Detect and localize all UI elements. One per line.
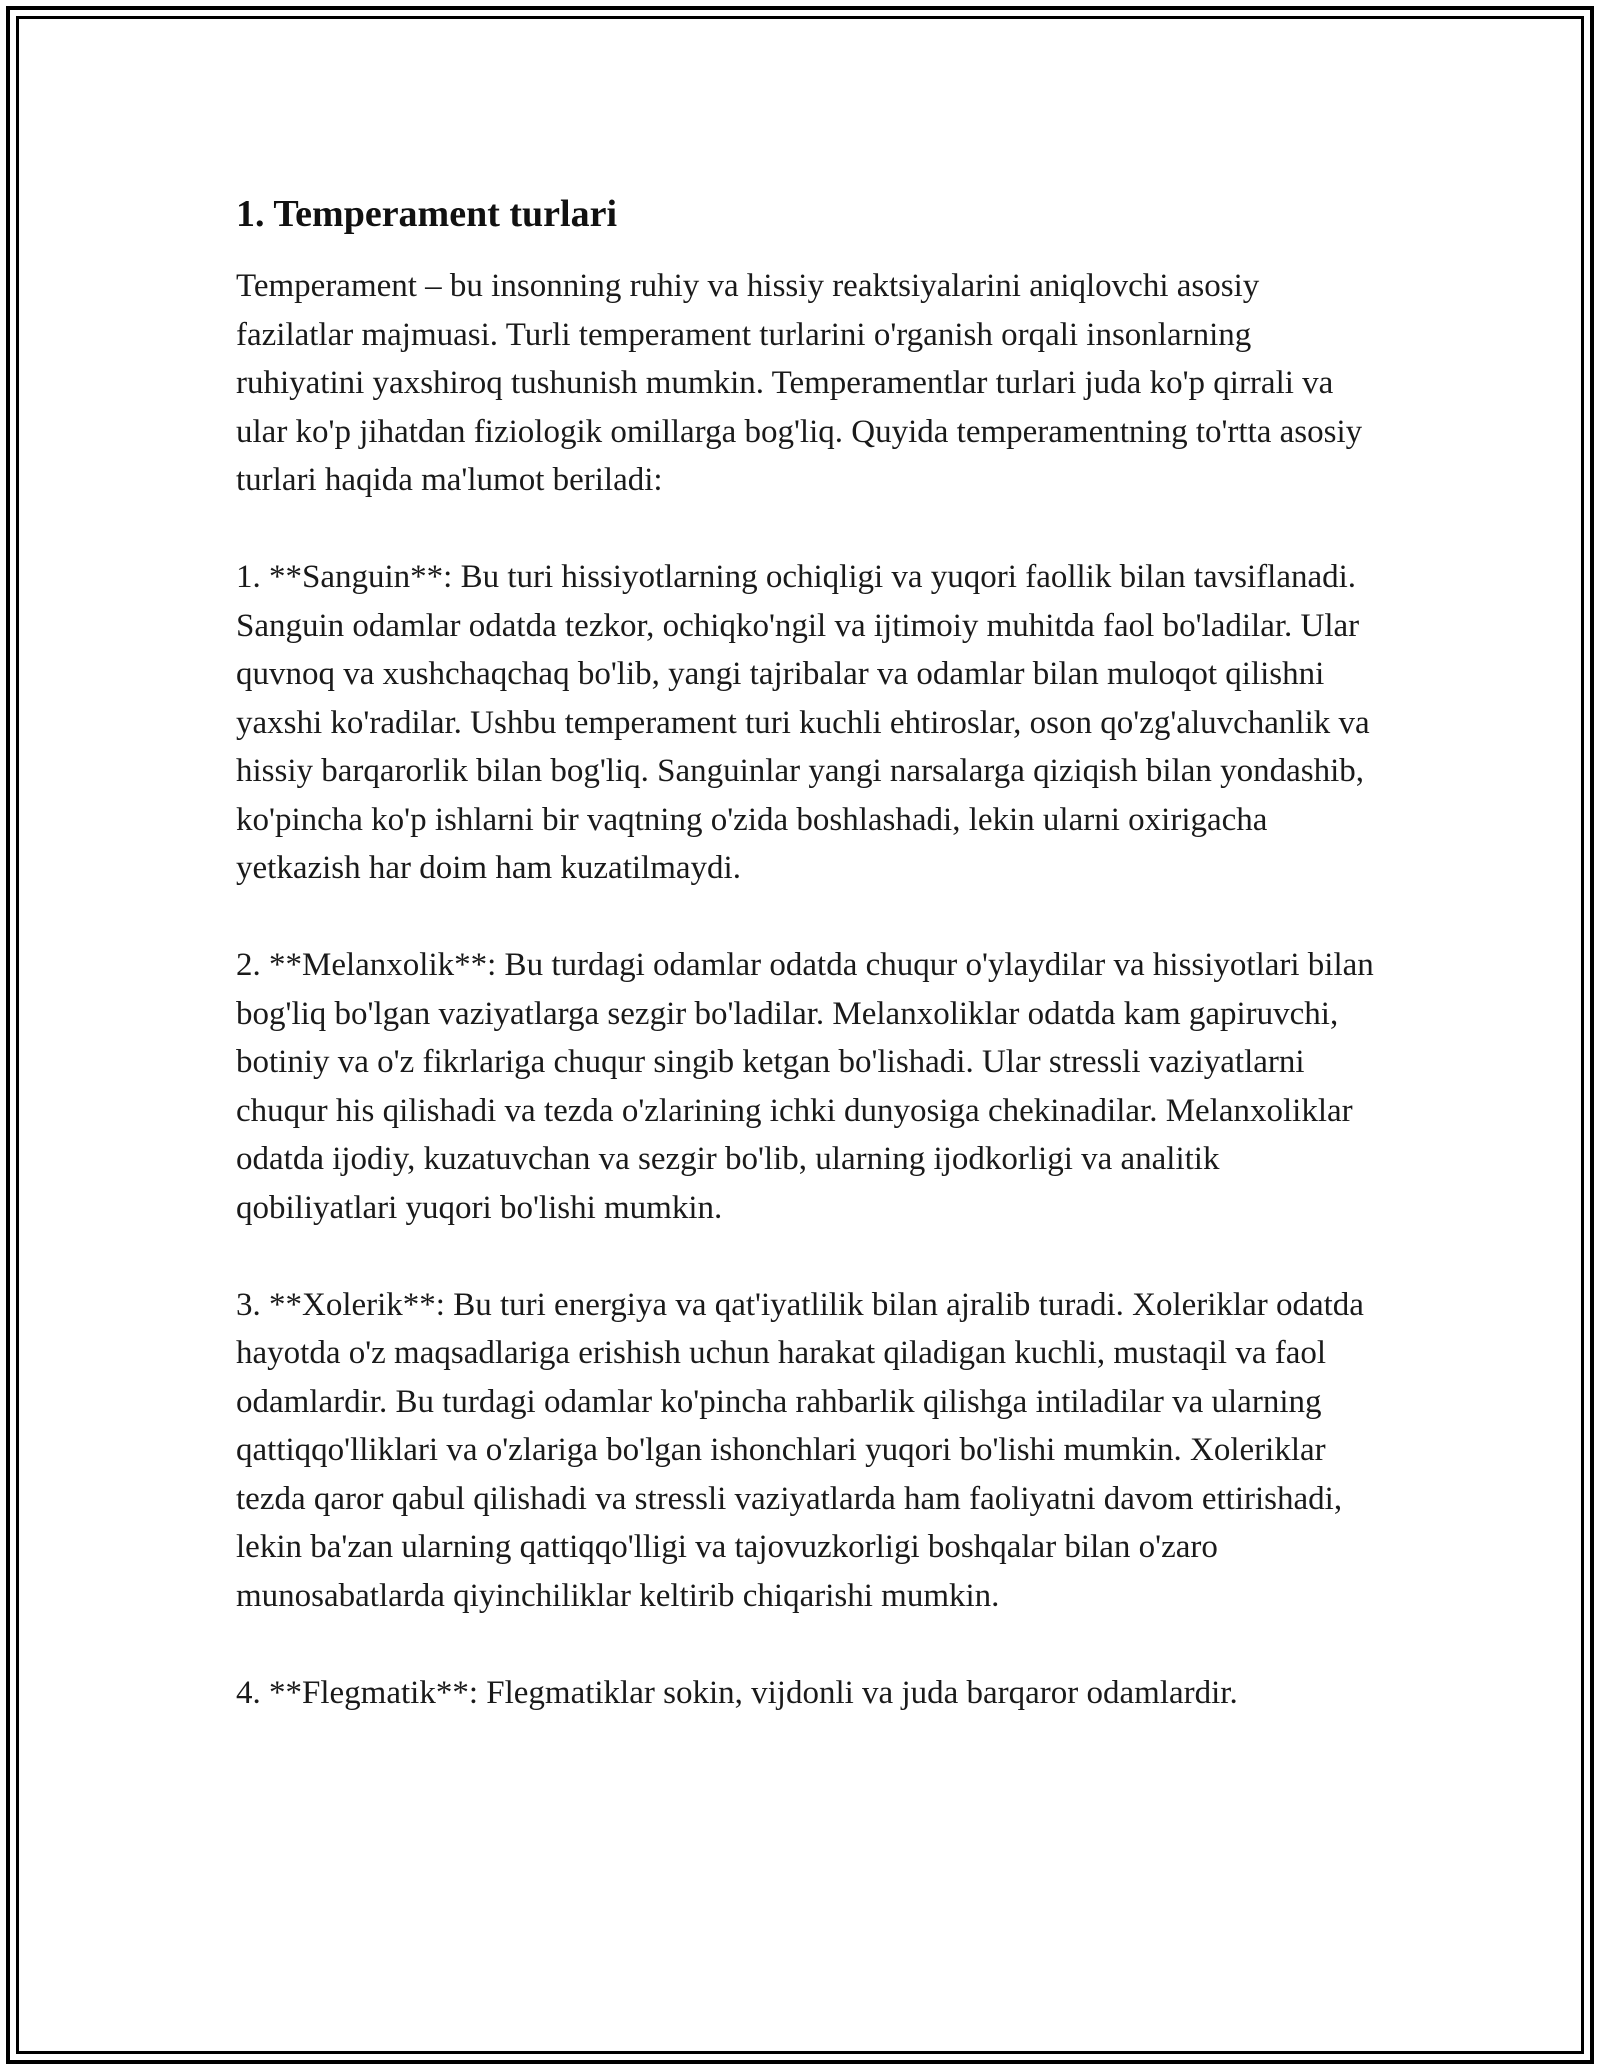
document-body (236, 186, 1376, 1717)
xolerik-paragraph: 3. **Xolerik**: Bu turi energiya va qat'iyatlilik bilan ajralib turadi. Xoleriklar odatda hayotda o'z maqsadlariga erishish uchun harakat qiladigan kuchli, mustaqil va faol odamlardir. Bu turdagi odamlar ko'pincha rahbarlik qilishga intiladilar va ularning qattiqqo'lliklari va o'zlariga bo'lgan ishonchlari yuqori bo'lishi mumkin. Xoleriklar tezda qaror qabul qilishadi va stressli vaziyatlarda ham faoliyatni davom ettirishadi, lekin ba'zan ularning qattiqqo'lligi va tajovuzkorligi boshqalar bilan o'zaro munosabatlarda qiyinchiliklar keltirib chiqarishi mumkin. (236, 1286, 1364, 1614)
sanguin-paragraph: 1. **Sanguin**: Bu turi hissiyotlarning ochiqligi va yuqori faollik bilan tavsiflanadi. Sanguin odamlar odatda tezkor, ochiqko'ngil va ijtimoiy muhitda faol bo'ladilar. Ular quvnoq va xushchaqchaq bo'lib, yangi tajribalar va odamlar bilan muloqot qilishni yaxshi ko'radilar. Ushbu temperament turi kuchli ehtiroslar, oson qo'zg'aluvchanlik va hissiy barqarorlik bilan bog'liq. Sanguinlar yangi narsalarga qiziqish bilan yondashib, ko'pincha ko'p ishlarni bir vaqtning o'zida boshlashadi, lekin ularni oxirigacha yetkazish har doim ham kuzatilmaydi. (236, 559, 1370, 886)
flegmatik-paragraph: 4. **Flegmatik**: Flegmatiklar sokin, vijdonli va juda barqaror odamlardir. (236, 1674, 1238, 1711)
melanxolik-paragraph: 2. **Melanxolik**: Bu turdagi odamlar odatda chuqur o'ylaydilar va hissiyotlari bilan bog'liq bo'lgan vaziyatlarga sezgir bo'ladilar. Melanxoliklar odatda kam gapiruvchi, botiniy va o'z fikrlariga chuqur singib ketgan bo'lishadi. Ular stressli vaziyatlarni chuqur his qilishadi va tezda o'zlarining ichki dunyosiga chekinadilar. Melanxoliklar odatda ijodiy, kuzatuvchan va sezgir bo'lib, ularning ijodkorligi va analitik qobiliyatlari yuqori bo'lishi mumkin. (236, 947, 1374, 1226)
intro-paragraph: Temperament – bu insonning ruhiy va hissiy reaktsiyalarini aniqlovchi asosiy fazilatlar majmuasi. Turli temperament turlarini o'rganish orqali insonlarning ruhiyatini yaxshiroq tushunish mumkin. Temperamentlar turlari juda ko'p qirrali va ular ko'p jihatdan fiziologik omillarga bog'liq. Quyida temperamentning to'rtta asosiy turlari haqida ma'lumot beriladi: (236, 268, 1363, 498)
section-heading: 1. Temperament turlari (236, 193, 618, 235)
